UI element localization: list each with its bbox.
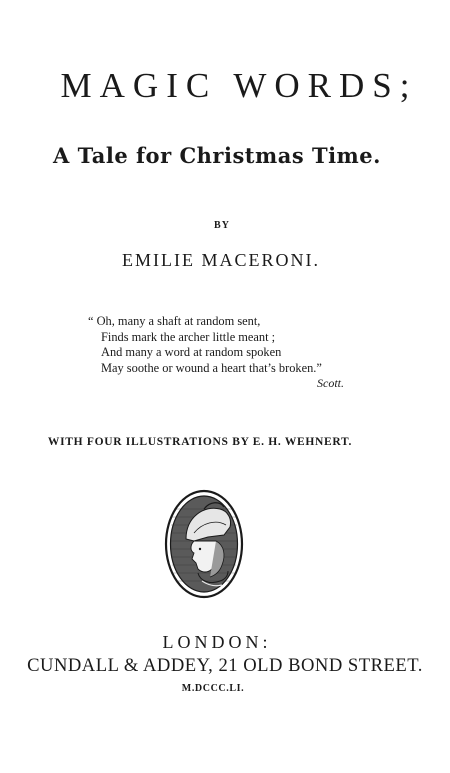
epigraph-line: May soothe or wound a heart that’s broken.” (101, 360, 322, 375)
imprint-publisher: CUNDALL & ADDEY, 21 OLD BOND STREET. (27, 655, 423, 676)
epigraph-line: And many a word at random spoken (101, 345, 282, 360)
author-name: EMILIE MACERONI. (122, 250, 320, 270)
book-subtitle: A Tale for Christmas Time. (53, 143, 381, 168)
imprint-date: M.DCCC.LI. (181, 683, 245, 694)
epigraph (88, 314, 358, 392)
by-line: BY (214, 220, 230, 231)
medallion-minerva-icon (164, 489, 244, 599)
epigraph-attribution: Scott. (317, 376, 344, 391)
epigraph-line: “ Oh, many a shaft at random sent, (88, 314, 261, 328)
book-title: MAGIC WORDS; (60, 66, 418, 105)
epigraph-line: Finds mark the archer little meant ; (101, 329, 276, 344)
illustrations-credit: WITH FOUR ILLUSTRATIONS BY E. H. WEHNERT. (47, 436, 353, 448)
imprint-city: LONDON: (162, 632, 272, 652)
